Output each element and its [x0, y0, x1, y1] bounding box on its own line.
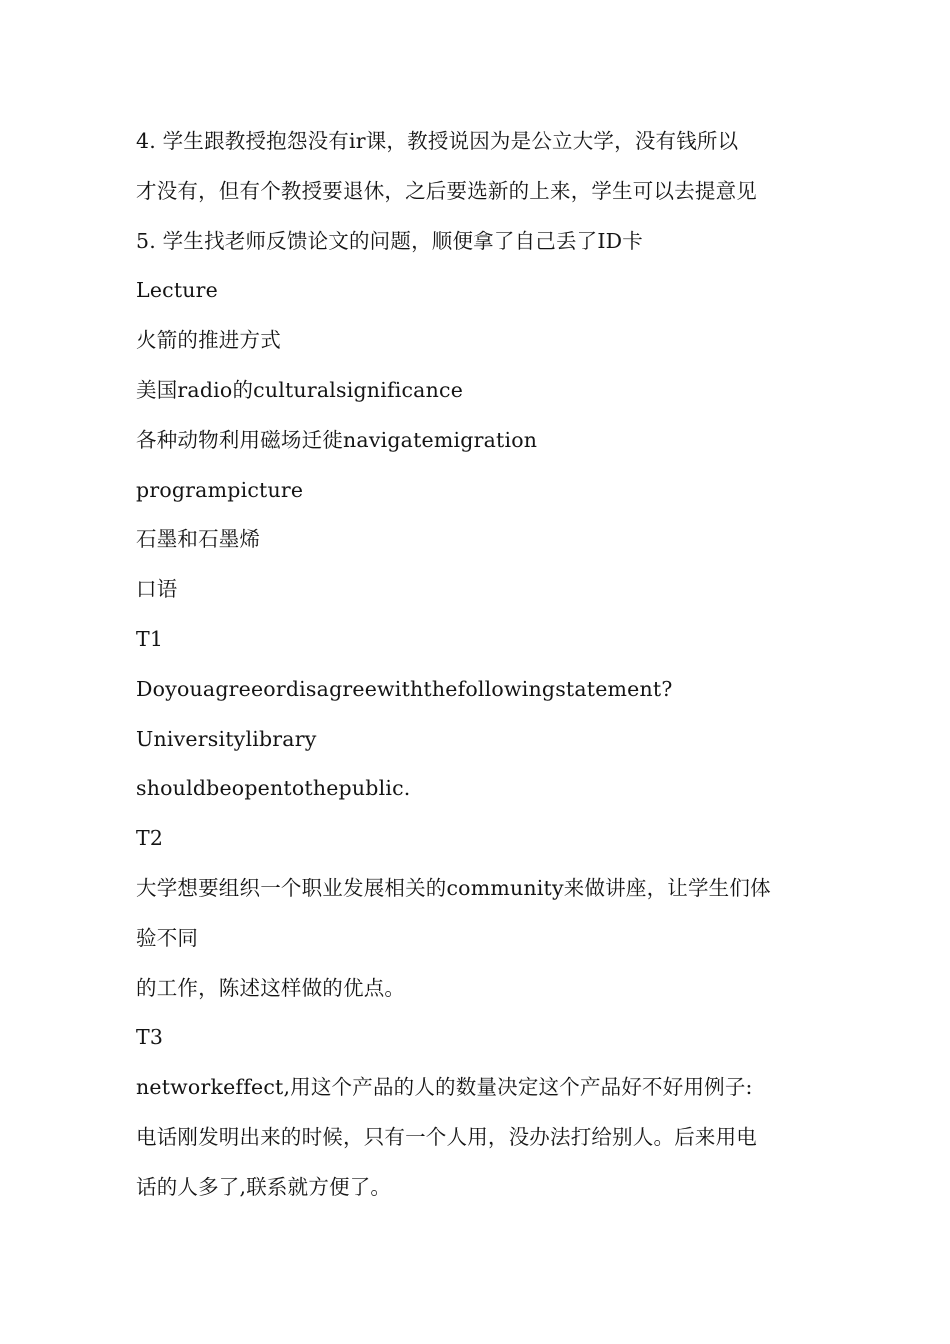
task-3-text-line-3: 话的人多了,联系就方便了。	[136, 1174, 392, 1199]
lecture-topic-3: 各种动物利用磁场迁徙navigatemigration	[136, 427, 538, 452]
task-3-text-line-2: 电话刚发明出来的时候，只有一个人用，没办法打给别人。后来用电	[136, 1124, 757, 1149]
task-3-text-line-1: networkeffect,用这个产品的人的数量决定这个产品好不好用例子:	[136, 1075, 753, 1100]
task-1-text-line-1: Doyouagreeordisagreewiththefollowingstatement?	[136, 676, 673, 701]
section-heading-speaking: 口语	[136, 577, 178, 602]
listening-item-4-line-1: 4. 学生跟教授抱怨没有ir课，教授说因为是公立大学，没有钱所以	[136, 129, 739, 153]
task-2-text-line-1: 大学想要组织一个职业发展相关的community来做讲座，让学生们体	[136, 875, 771, 900]
task-label-t1: T1	[136, 626, 164, 651]
listening-item-5: 5. 学生找老师反馈论文的问题，顺便拿了自己丢了ID卡	[136, 228, 644, 253]
task-1-text-line-2: Universitylibrary	[136, 726, 317, 751]
listening-item-4-line-2: 才没有，但有个教授要退休，之后要选新的上来，学生可以去提意见	[136, 178, 757, 203]
task-1-text-line-3: shouldbeopentothepublic.	[136, 776, 411, 801]
document-body	[136, 117, 816, 1213]
lecture-topic-4: programpicture	[136, 477, 304, 502]
task-label-t2: T2	[136, 826, 164, 851]
section-heading-lecture: Lecture	[136, 278, 218, 303]
task-label-t3: T3	[136, 1025, 164, 1050]
task-2-text-line-2: 验不同	[136, 925, 199, 950]
lecture-topic-5: 石墨和石墨烯	[136, 527, 261, 552]
task-2-text-line-3: 的工作，陈述这样做的优点。	[136, 975, 406, 1000]
lecture-topic-2: 美国radio的culturalsignificance	[136, 377, 464, 402]
lecture-topic-1: 火箭的推进方式	[136, 328, 281, 353]
